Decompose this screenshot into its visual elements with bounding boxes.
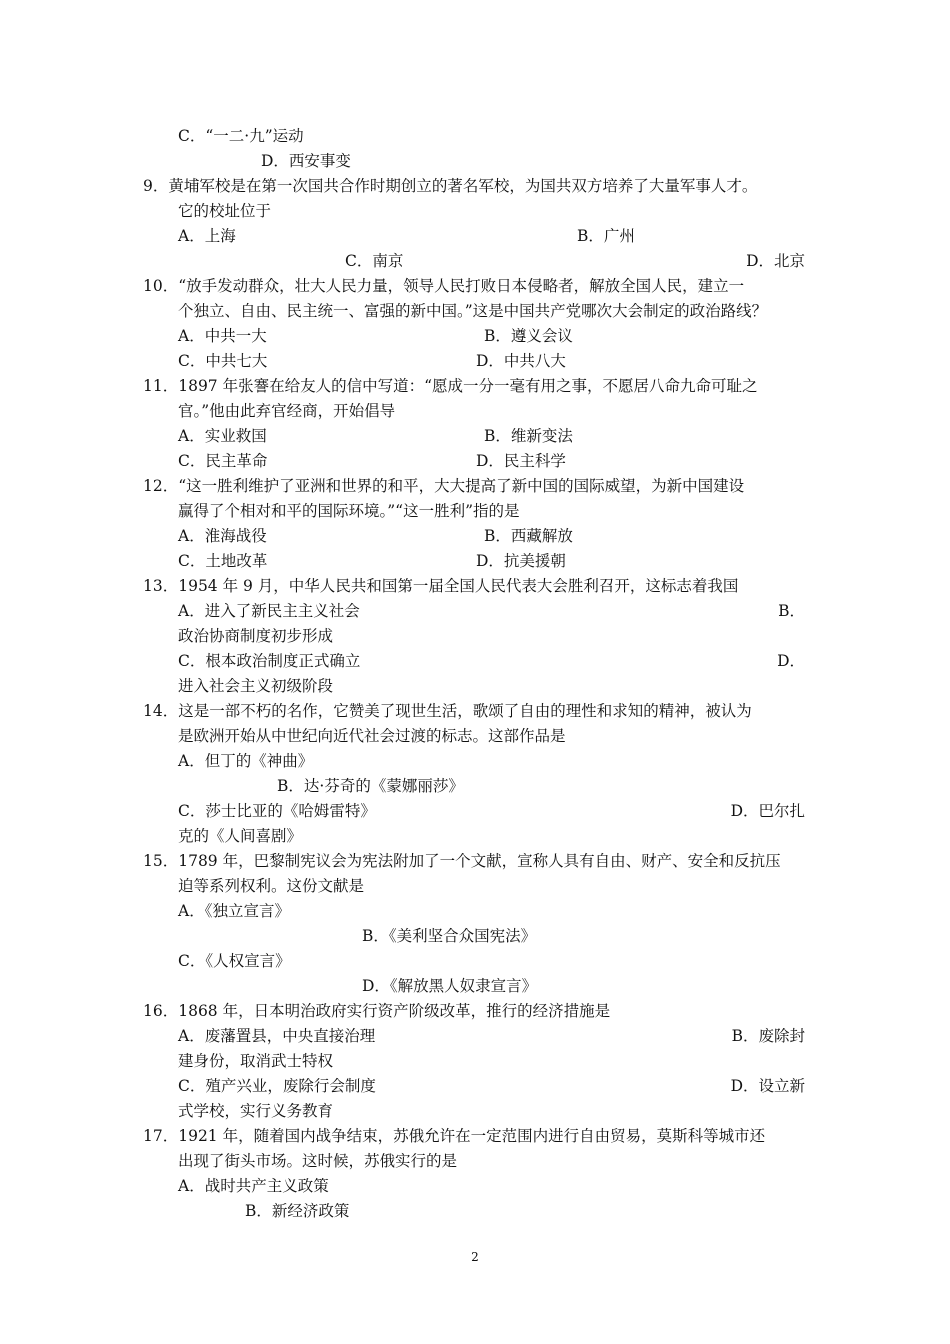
q14-stem-line1: 14．这是一部不朽的名作，它赞美了现世生活，歌颂了自由的理性和求知的精神，被认为 <box>143 702 752 720</box>
q13-stem-line1: 13．1954 年 9 月，中华人民共和国第一届全国人民代表大会胜利召开，这标志着我国 <box>143 577 739 595</box>
q14-option-d-label: D．巴尔扎 <box>730 802 805 820</box>
q12-option-d: D．抗美援朝 <box>476 552 566 570</box>
q9-option-a: A．上海 <box>178 227 236 245</box>
q10-option-c: C．中共七大 <box>178 352 268 370</box>
q9-option-d: D．北京 <box>746 252 805 270</box>
q10-option-a: A．中共一大 <box>178 327 267 345</box>
q11-stem-line2: 官。”他由此弃官经商，开始倡导 <box>178 402 396 420</box>
q17-stem-line2: 出现了街头市场。这时候，苏俄实行的是 <box>178 1152 458 1170</box>
q11-option-d: D．民主科学 <box>476 452 566 470</box>
q14-option-b: B．达·芬奇的《蒙娜丽莎》 <box>277 777 464 795</box>
q14-option-a: A．但丁的《神曲》 <box>178 752 314 770</box>
q12-option-b: B．西藏解放 <box>484 527 573 545</box>
q12-option-a: A．淮海战役 <box>178 527 267 545</box>
q9-option-c: C．南京 <box>345 252 404 270</box>
q10-option-b: B．遵义会议 <box>484 327 573 345</box>
q16-option-d-label: D．设立新 <box>730 1077 805 1095</box>
q14-stem-line2: 是欧洲开始从中世纪向近代社会过渡的标志。这部作品是 <box>178 727 566 745</box>
q16-option-c: C．殖产兴业，废除行会制度 <box>178 1077 376 1095</box>
q16-option-b-label: B．废除封 <box>731 1027 805 1045</box>
q10-option-d: D．中共八大 <box>476 352 566 370</box>
q11-stem-line1: 11．1897 年张謇在给友人的信中写道：“愿成一分一毫有用之事，不愿居八命九命可耻之 <box>143 377 758 395</box>
q12-stem-line1: 12．“这一胜利维护了亚洲和世界的和平，大大提高了新中国的国际威望，为新中国建设 <box>143 477 745 495</box>
q16-option-a: A．废藩置县，中央直接治理 <box>178 1027 376 1045</box>
q11-option-a: A．实业救国 <box>178 427 267 445</box>
q13-option-d-text: 进入社会主义初级阶段 <box>178 677 334 695</box>
q11-option-c: C．民主革命 <box>178 452 268 470</box>
q15-option-a: A．《独立宣言》 <box>178 902 290 920</box>
q13-option-a: A．进入了新民主主义社会 <box>178 602 360 620</box>
q8-option-c: C．“一二·九”运动 <box>178 127 304 145</box>
q10-stem-line2: 个独立、自由、民主统一、富强的新中国。”这是中国共产党哪次大会制定的政治路线？ <box>178 302 768 320</box>
q13-option-c: C．根本政治制度正式确立 <box>178 652 361 670</box>
q17-stem-line1: 17．1921 年，随着国内战争结束，苏俄允许在一定范围内进行自由贸易，莫斯科等城市还 <box>143 1127 766 1145</box>
q16-stem-line1: 16．1868 年，日本明治政府实行资产阶级改革，推行的经济措施是 <box>143 1002 611 1020</box>
q13-option-b-label: B． <box>778 602 805 620</box>
q16-option-b-text: 建身份，取消武士特权 <box>178 1052 334 1070</box>
page-number: 2 <box>471 1250 479 1264</box>
q15-stem-line2: 迫等系列权利。这份文献是 <box>178 877 365 895</box>
q9-option-b: B．广州 <box>577 227 635 245</box>
q15-option-c: C．《人权宣言》 <box>178 952 291 970</box>
q17-option-b: B．新经济政策 <box>245 1202 350 1220</box>
q9-stem-line1: 9．黄埔军校是在第一次国共合作时期创立的著名军校，为国共双方培养了大量军事人才。 <box>143 177 758 195</box>
q14-option-c: C．莎士比亚的《哈姆雷特》 <box>178 802 376 820</box>
q12-stem-line2: 赢得了个相对和平的国际环境。”“这一胜利”指的是 <box>178 502 520 520</box>
q15-option-b: B．《美利坚合众国宪法》 <box>362 927 537 945</box>
q8-option-d: D．西安事变 <box>261 152 351 170</box>
q17-option-a: A．战时共产主义政策 <box>178 1177 329 1195</box>
q15-stem-line1: 15．1789 年，巴黎制宪议会为宪法附加了一个文献，宣称人具有自由、财产、安全和反抗压 <box>143 852 781 870</box>
q11-option-b: B．维新变法 <box>484 427 573 445</box>
q14-option-d-text: 克的《人间喜剧》 <box>178 827 303 845</box>
q16-option-d-text: 式学校，实行义务教育 <box>178 1102 334 1120</box>
q9-stem-line2: 它的校址位于 <box>178 202 272 220</box>
q13-option-d-label: D． <box>777 652 805 670</box>
q13-option-b-text: 政治协商制度初步形成 <box>178 627 334 645</box>
q10-stem-line1: 10．“放手发动群众，壮大人民力量，领导人民打败日本侵略者，解放全国人民，建立一 <box>143 277 745 295</box>
q12-option-c: C．土地改革 <box>178 552 268 570</box>
q15-option-d: D．《解放黑人奴隶宣言》 <box>362 977 538 995</box>
